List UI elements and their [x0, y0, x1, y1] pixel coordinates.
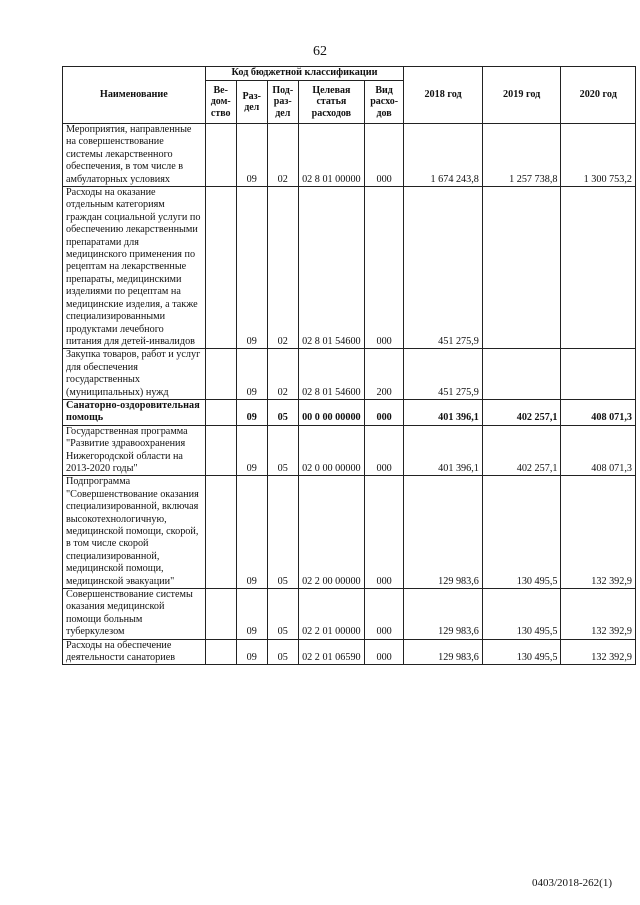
header-2019: 2019 год	[482, 67, 561, 124]
table-row	[63, 476, 636, 589]
row-podrazdel: 05	[267, 476, 298, 589]
row-podrazdel: 05	[267, 425, 298, 476]
row-ved	[205, 425, 236, 476]
row-razdel: 09	[236, 187, 267, 349]
row-2019: 130 495,5	[482, 589, 561, 640]
header-row-top	[63, 67, 636, 81]
row-2020: 408 071,3	[561, 425, 636, 476]
row-razdel: 09	[236, 425, 267, 476]
budget-table	[62, 66, 636, 665]
row-ved	[205, 124, 236, 187]
row-2018: 451 275,9	[404, 349, 483, 400]
table-row	[63, 187, 636, 349]
row-celevaya: 02 2 01 00000	[298, 589, 364, 640]
header-2018: 2018 год	[404, 67, 483, 124]
row-ved	[205, 589, 236, 640]
row-name: Государственная программа "Развитие здравоохранения Нижегородской области на 2013-2020 годы"	[63, 425, 206, 476]
row-2018: 1 674 243,8	[404, 124, 483, 187]
row-ved	[205, 399, 236, 425]
row-celevaya: 02 8 01 54600	[298, 187, 364, 349]
table-row	[63, 639, 636, 665]
row-2020: 132 392,9	[561, 476, 636, 589]
row-celevaya: 02 2 00 00000	[298, 476, 364, 589]
header-podrazdel: Под-раз-дел	[267, 81, 298, 124]
row-name: Совершенствование системы оказания медицинской помощи больным туберкулезом	[63, 589, 206, 640]
row-vid: 000	[364, 187, 403, 349]
table-row	[63, 425, 636, 476]
row-2019: 1 257 738,8	[482, 124, 561, 187]
row-2019: 130 495,5	[482, 639, 561, 665]
header-code-group: Код бюджетной классификации	[205, 67, 404, 81]
row-name: Расходы на обеспечение деятельности санаториев	[63, 639, 206, 665]
row-vid: 000	[364, 425, 403, 476]
row-2018: 451 275,9	[404, 187, 483, 349]
table-row	[63, 349, 636, 400]
row-ved	[205, 349, 236, 400]
row-podrazdel: 05	[267, 639, 298, 665]
row-2020	[561, 187, 636, 349]
row-2019	[482, 349, 561, 400]
row-ved	[205, 639, 236, 665]
row-razdel: 09	[236, 349, 267, 400]
row-celevaya: 02 0 00 00000	[298, 425, 364, 476]
header-vid: Вид расхо-дов	[364, 81, 403, 124]
row-2020: 132 392,9	[561, 589, 636, 640]
row-2020	[561, 349, 636, 400]
row-razdel: 09	[236, 589, 267, 640]
table-row	[63, 399, 636, 425]
row-podrazdel: 02	[267, 349, 298, 400]
page-number: 62	[313, 44, 327, 59]
document-number: 0403/2018-262(1)	[531, 877, 612, 889]
table-row	[63, 124, 636, 187]
row-2018: 401 396,1	[404, 425, 483, 476]
row-vid: 000	[364, 639, 403, 665]
row-podrazdel: 05	[267, 399, 298, 425]
row-razdel: 09	[236, 399, 267, 425]
row-ved	[205, 476, 236, 589]
header-2020: 2020 год	[561, 67, 636, 124]
row-2018: 129 983,6	[404, 476, 483, 589]
row-vid: 000	[364, 124, 403, 187]
row-podrazdel: 02	[267, 187, 298, 349]
row-celevaya: 02 8 01 54600	[298, 349, 364, 400]
row-2019: 130 495,5	[482, 476, 561, 589]
header-name: Наименование	[63, 67, 206, 124]
header-razdel: Раз-дел	[236, 81, 267, 124]
row-2018: 129 983,6	[404, 639, 483, 665]
row-celevaya: 00 0 00 00000	[298, 399, 364, 425]
row-name: Подпрограмма "Совершенствование оказания специализированной, включая высокотехнологичную, медицинской помощи, скорой, в том числе скорой специализированной, медицинской помощи, медицинской эвакуации"	[63, 476, 206, 589]
row-name: Санаторно-оздоровительная помощь	[63, 399, 206, 425]
row-razdel: 09	[236, 476, 267, 589]
row-vid: 000	[364, 476, 403, 589]
row-podrazdel: 02	[267, 124, 298, 187]
row-vid: 000	[364, 399, 403, 425]
row-2020: 408 071,3	[561, 399, 636, 425]
row-2019: 402 257,1	[482, 425, 561, 476]
row-celevaya: 02 8 01 00000	[298, 124, 364, 187]
row-razdel: 09	[236, 639, 267, 665]
row-vid: 200	[364, 349, 403, 400]
row-vid: 000	[364, 589, 403, 640]
row-name: Расходы на оказание отдельным категориям граждан социальной услуги по обеспечению лекарственными препаратами для медицинского применения по рецептам на лекарственные препараты, медицинскими изделиями по рецептам на медицинские изделия, а также специализированными продуктами лечебного питания для детей-инвалидов	[63, 187, 206, 349]
row-2018: 129 983,6	[404, 589, 483, 640]
row-2019	[482, 187, 561, 349]
row-name: Мероприятия, направленные на совершенствование системы лекарственного обеспечения, в том числе в амбулаторных условиях	[63, 124, 206, 187]
row-podrazdel: 05	[267, 589, 298, 640]
row-ved	[205, 187, 236, 349]
row-2018: 401 396,1	[404, 399, 483, 425]
row-2020: 1 300 753,2	[561, 124, 636, 187]
row-name: Закупка товаров, работ и услуг для обеспечения государственных (муниципальных) нужд	[63, 349, 206, 400]
table-row	[63, 589, 636, 640]
header-vedomstvo: Ве-дом-ство	[205, 81, 236, 124]
row-2019: 402 257,1	[482, 399, 561, 425]
row-razdel: 09	[236, 124, 267, 187]
header-celevaya: Целевая статья расходов	[298, 81, 364, 124]
row-2020: 132 392,9	[561, 639, 636, 665]
row-celevaya: 02 2 01 06590	[298, 639, 364, 665]
